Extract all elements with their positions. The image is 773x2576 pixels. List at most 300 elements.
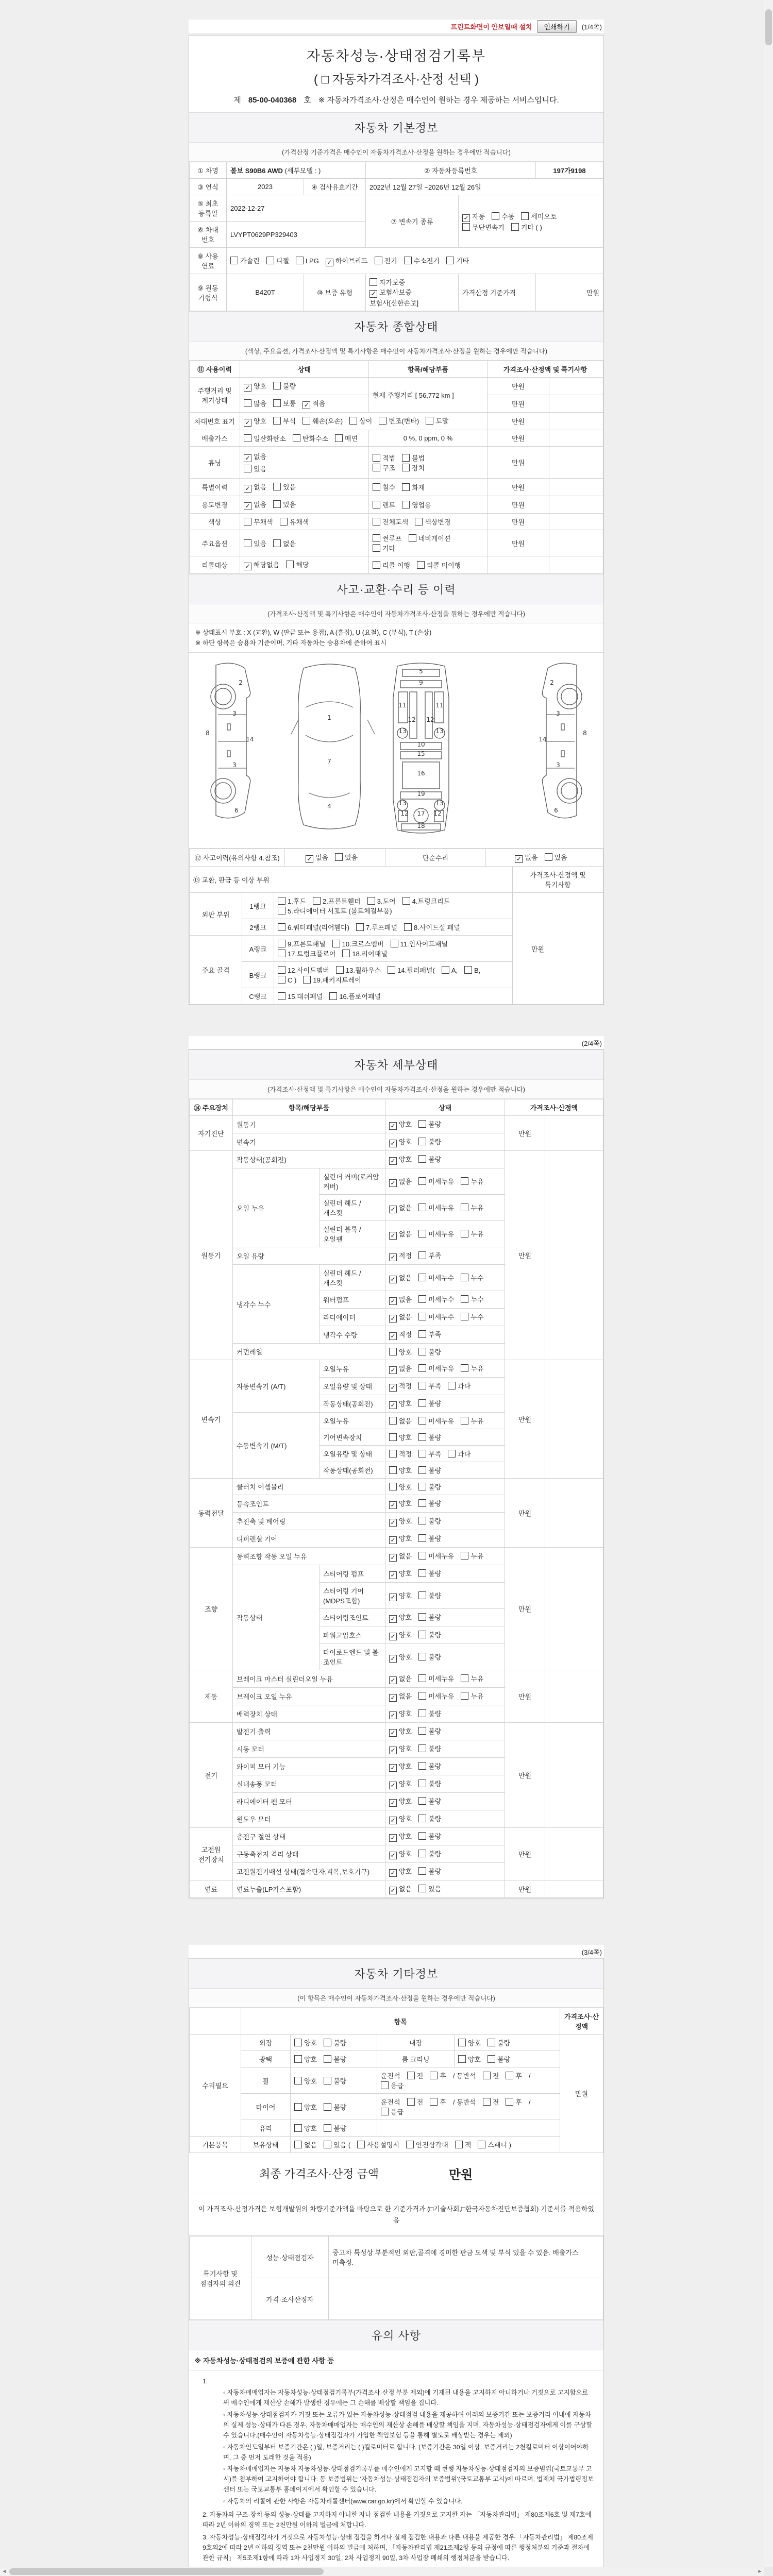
- checkbox-icon[interactable]: [389, 1417, 397, 1425]
- checkbox-option[interactable]: [389, 1516, 412, 1527]
- checkbox-icon[interactable]: [278, 897, 285, 905]
- checkbox-icon[interactable]: [244, 399, 251, 407]
- checkbox-icon[interactable]: [303, 417, 310, 425]
- checkbox-option[interactable]: [389, 1673, 412, 1684]
- checkbox-option[interactable]: [369, 277, 405, 287]
- checkbox-option[interactable]: [461, 1673, 483, 1683]
- checkbox-option[interactable]: [324, 2140, 350, 2149]
- checkbox-icon[interactable]: [324, 2103, 331, 2111]
- checkbox-icon[interactable]: [483, 2098, 491, 2106]
- checkbox-icon[interactable]: [373, 483, 380, 491]
- checkbox-option[interactable]: [488, 2054, 510, 2064]
- checkbox-icon[interactable]: [402, 501, 410, 509]
- checkbox-option[interactable]: [324, 2076, 346, 2086]
- horizontal-scrollbar-thumb[interactable]: [9, 2568, 324, 2575]
- checkbox-icon[interactable]: [379, 417, 386, 425]
- checkbox-option[interactable]: [230, 256, 260, 265]
- checkbox-checked-icon[interactable]: ✓: [244, 563, 251, 570]
- checkbox-icon[interactable]: [418, 1832, 426, 1840]
- checkbox-checked-icon[interactable]: ✓: [389, 1782, 397, 1789]
- checkbox-icon[interactable]: [418, 1797, 426, 1805]
- checkbox-icon[interactable]: [418, 1155, 426, 1163]
- checkbox-option[interactable]: [488, 2038, 510, 2047]
- checkbox-option[interactable]: [521, 211, 557, 221]
- checkbox-option[interactable]: [389, 1363, 412, 1374]
- checkbox-checked-icon[interactable]: ✓: [389, 1615, 397, 1623]
- checkbox-icon[interactable]: [418, 1417, 426, 1425]
- checkbox-option[interactable]: [273, 499, 296, 509]
- checkbox-icon[interactable]: [455, 2141, 463, 2148]
- checkbox-icon[interactable]: [407, 2098, 415, 2106]
- checkbox-icon[interactable]: [461, 1274, 468, 1281]
- checkbox-option[interactable]: [389, 1312, 412, 1323]
- checkbox-icon[interactable]: [278, 992, 285, 1000]
- checkbox-option[interactable]: [373, 482, 395, 492]
- checkbox-option[interactable]: [373, 517, 408, 527]
- checkbox-icon[interactable]: [335, 434, 343, 442]
- checkbox-icon[interactable]: [430, 2072, 438, 2079]
- checkbox-icon[interactable]: [418, 1692, 426, 1700]
- checkbox-option[interactable]: [418, 1884, 441, 1893]
- checkbox-option[interactable]: [389, 1831, 412, 1842]
- checkbox-icon[interactable]: [442, 966, 449, 974]
- checkbox-icon[interactable]: [464, 966, 472, 974]
- checkbox-option[interactable]: [244, 451, 365, 462]
- checkbox-icon[interactable]: [373, 561, 380, 569]
- checkbox-icon[interactable]: [418, 1885, 426, 1892]
- checkbox-option[interactable]: [418, 1202, 454, 1212]
- checkbox-icon[interactable]: [418, 1727, 426, 1735]
- checkbox-icon[interactable]: [389, 1433, 397, 1441]
- checkbox-option[interactable]: [418, 1416, 454, 1426]
- checkbox-checked-icon[interactable]: ✓: [389, 1536, 397, 1544]
- checkbox-option[interactable]: [356, 922, 397, 932]
- checkbox-option[interactable]: [506, 2071, 522, 2080]
- checkbox-option[interactable]: [303, 975, 361, 985]
- checkbox-checked-icon[interactable]: ✓: [326, 259, 333, 266]
- checkbox-icon[interactable]: [418, 1450, 426, 1458]
- checkbox-checked-icon[interactable]: ✓: [389, 1655, 397, 1663]
- checkbox-option[interactable]: [389, 1398, 412, 1409]
- checkbox-checked-icon[interactable]: ✓: [306, 855, 313, 863]
- checkbox-checked-icon[interactable]: ✓: [389, 1554, 397, 1562]
- checkbox-icon[interactable]: [418, 1499, 426, 1507]
- checkbox-option[interactable]: [418, 1465, 441, 1475]
- checkbox-icon[interactable]: [373, 454, 380, 462]
- checkbox-icon[interactable]: [418, 1591, 426, 1599]
- checkbox-option[interactable]: [324, 2038, 346, 2047]
- checkbox-option[interactable]: [418, 1726, 441, 1736]
- checkbox-icon[interactable]: [296, 257, 304, 264]
- checkbox-icon[interactable]: [461, 1674, 468, 1682]
- checkbox-icon[interactable]: [294, 2141, 302, 2148]
- checkbox-checked-icon[interactable]: ✓: [389, 1594, 397, 1601]
- checkbox-option[interactable]: [461, 1273, 483, 1282]
- checkbox-option[interactable]: [367, 896, 396, 906]
- checkbox-option[interactable]: [418, 1590, 441, 1600]
- checkbox-option[interactable]: [381, 2107, 404, 2116]
- checkbox-checked-icon[interactable]: ✓: [389, 1206, 397, 1213]
- checkbox-option[interactable]: [389, 1612, 412, 1623]
- checkbox-option[interactable]: [373, 533, 402, 543]
- checkbox-checked-icon[interactable]: ✓: [389, 1501, 397, 1509]
- checkbox-option[interactable]: [448, 1381, 470, 1391]
- checkbox-option[interactable]: [418, 1533, 441, 1543]
- checkbox-option[interactable]: [266, 256, 289, 265]
- checkbox-option[interactable]: [389, 1154, 412, 1165]
- checkbox-checked-icon[interactable]: ✓: [389, 1157, 397, 1165]
- checkbox-icon[interactable]: [461, 1313, 468, 1320]
- checkbox-checked-icon[interactable]: ✓: [389, 1384, 397, 1392]
- checkbox-option[interactable]: [389, 1761, 412, 1772]
- checkbox-option[interactable]: [426, 416, 448, 426]
- checkbox-option[interactable]: [418, 1498, 441, 1508]
- checkbox-option[interactable]: [375, 256, 397, 265]
- checkbox-option[interactable]: [294, 2123, 317, 2133]
- checkbox-option[interactable]: [286, 560, 309, 569]
- checkbox-option[interactable]: [506, 2097, 522, 2107]
- checkbox-option[interactable]: [418, 1796, 441, 1806]
- checkbox-option[interactable]: [389, 1465, 412, 1475]
- checkbox-checked-icon[interactable]: ✓: [389, 1676, 397, 1684]
- checkbox-icon[interactable]: [506, 2098, 513, 2106]
- checkbox-option[interactable]: [389, 1533, 412, 1544]
- checkbox-icon[interactable]: [278, 923, 285, 931]
- checkbox-checked-icon[interactable]: ✓: [389, 1332, 397, 1340]
- checkbox-icon[interactable]: [391, 940, 398, 947]
- checkbox-checked-icon[interactable]: ✓: [389, 1817, 397, 1824]
- checkbox-icon[interactable]: [418, 1138, 426, 1145]
- checkbox-option[interactable]: [418, 1273, 454, 1282]
- checkbox-option[interactable]: [294, 2038, 317, 2047]
- checkbox-icon[interactable]: [409, 534, 416, 542]
- checkbox-option[interactable]: [306, 852, 328, 863]
- checkbox-option[interactable]: [273, 416, 296, 426]
- checkbox-option[interactable]: [407, 2071, 424, 2080]
- checkbox-option[interactable]: [379, 416, 419, 426]
- checkbox-option[interactable]: [389, 1137, 412, 1147]
- checkbox-option[interactable]: [294, 2102, 317, 2112]
- checkbox-option[interactable]: [389, 1449, 412, 1459]
- checkbox-icon[interactable]: [324, 2141, 331, 2148]
- checkbox-checked-icon[interactable]: ✓: [244, 485, 251, 493]
- checkbox-option[interactable]: [418, 1673, 454, 1683]
- checkbox-icon[interactable]: [418, 1867, 426, 1875]
- checkbox-option[interactable]: [418, 1691, 454, 1701]
- checkbox-icon[interactable]: [418, 1815, 426, 1822]
- checkbox-option[interactable]: [335, 852, 358, 862]
- checkbox-option[interactable]: [389, 1482, 412, 1492]
- checkbox-checked-icon[interactable]: ✓: [389, 1633, 397, 1640]
- checkbox-option[interactable]: [418, 1154, 441, 1164]
- checkbox-option[interactable]: [402, 482, 425, 492]
- checkbox-option[interactable]: [278, 939, 326, 948]
- checkbox-icon[interactable]: [375, 257, 382, 264]
- checkbox-option[interactable]: [418, 1630, 441, 1639]
- checkbox-icon[interactable]: [418, 1552, 426, 1560]
- checkbox-option[interactable]: [329, 991, 381, 1001]
- checkbox-icon[interactable]: [335, 853, 343, 861]
- checkbox-checked-icon[interactable]: ✓: [389, 1834, 397, 1842]
- checkbox-option[interactable]: [418, 1652, 441, 1662]
- checkbox-option[interactable]: [244, 499, 266, 510]
- checkbox-option[interactable]: [389, 1743, 412, 1754]
- checkbox-option[interactable]: [515, 852, 537, 863]
- checkbox-option[interactable]: [448, 1449, 470, 1459]
- checkbox-icon[interactable]: [278, 907, 285, 914]
- checkbox-option[interactable]: [430, 2097, 446, 2107]
- checkbox-icon[interactable]: [418, 1230, 426, 1238]
- checkbox-checked-icon[interactable]: ✓: [389, 1253, 397, 1261]
- checkbox-option[interactable]: [478, 2140, 511, 2149]
- checkbox-option[interactable]: [303, 398, 325, 409]
- checkbox-option[interactable]: [389, 1273, 412, 1283]
- checkbox-checked-icon[interactable]: ✓: [244, 454, 251, 462]
- checkbox-option[interactable]: [389, 1294, 412, 1305]
- checkbox-icon[interactable]: [402, 897, 410, 905]
- checkbox-option[interactable]: [349, 416, 372, 426]
- checkbox-option[interactable]: [391, 939, 448, 948]
- checkbox-icon[interactable]: [461, 1692, 468, 1700]
- checkbox-checked-icon[interactable]: ✓: [389, 1729, 397, 1737]
- checkbox-icon[interactable]: [389, 1483, 397, 1490]
- checkbox-icon[interactable]: [418, 1433, 426, 1441]
- checkbox-option[interactable]: [244, 517, 273, 527]
- checkbox-option[interactable]: [461, 1691, 483, 1701]
- checkbox-option[interactable]: [244, 416, 266, 427]
- checkbox-icon[interactable]: [273, 417, 281, 425]
- checkbox-icon[interactable]: [418, 1613, 426, 1621]
- checkbox-option[interactable]: [418, 1398, 441, 1408]
- checkbox-option[interactable]: [511, 222, 542, 232]
- checkbox-icon[interactable]: [545, 853, 552, 861]
- checkbox-option[interactable]: [389, 1652, 412, 1663]
- checkbox-checked-icon[interactable]: ✓: [244, 419, 251, 427]
- checkbox-option[interactable]: [442, 966, 458, 974]
- checkbox-option[interactable]: [418, 1516, 441, 1526]
- checkbox-option[interactable]: [389, 1250, 412, 1261]
- checkbox-option[interactable]: [461, 1202, 483, 1212]
- checkbox-checked-icon[interactable]: ✓: [244, 502, 251, 510]
- checkbox-option[interactable]: [402, 463, 425, 472]
- checkbox-option[interactable]: [373, 463, 395, 472]
- checkbox-icon[interactable]: [273, 500, 281, 508]
- checkbox-option[interactable]: [389, 1119, 412, 1130]
- checkbox-icon[interactable]: [418, 1348, 426, 1355]
- checkbox-option[interactable]: [462, 222, 505, 232]
- checkbox-option[interactable]: [389, 1849, 412, 1859]
- checkbox-checked-icon[interactable]: ✓: [389, 1764, 397, 1772]
- checkbox-option[interactable]: [461, 1229, 483, 1239]
- checkbox-icon[interactable]: [521, 212, 529, 220]
- checkbox-icon[interactable]: [294, 2103, 302, 2111]
- checkbox-icon[interactable]: [273, 399, 281, 407]
- checkbox-option[interactable]: [461, 1176, 483, 1186]
- checkbox-icon[interactable]: [369, 278, 377, 286]
- print-button[interactable]: 인쇄하기: [537, 20, 576, 33]
- checkbox-option[interactable]: [406, 2140, 448, 2149]
- checkbox-option[interactable]: [402, 896, 450, 906]
- checkbox-icon[interactable]: [373, 534, 380, 542]
- checkbox-checked-icon[interactable]: ✓: [389, 1179, 397, 1187]
- checkbox-option[interactable]: [418, 1250, 441, 1260]
- checkbox-checked-icon[interactable]: ✓: [389, 1276, 397, 1283]
- checkbox-icon[interactable]: [324, 2055, 331, 2063]
- checkbox-option[interactable]: [388, 965, 435, 975]
- checkbox-icon[interactable]: [461, 1417, 468, 1425]
- checkbox-option[interactable]: [389, 1691, 412, 1702]
- checkbox-option[interactable]: [294, 2140, 317, 2149]
- checkbox-option[interactable]: [404, 922, 460, 932]
- checkbox-icon[interactable]: [336, 966, 344, 974]
- checkbox-option[interactable]: [492, 211, 514, 221]
- checkbox-option[interactable]: [418, 1176, 454, 1186]
- checkbox-option[interactable]: [273, 482, 296, 492]
- checkbox-icon[interactable]: [511, 223, 519, 231]
- checkbox-icon[interactable]: [280, 518, 288, 526]
- checkbox-icon[interactable]: [418, 1120, 426, 1128]
- checkbox-option[interactable]: [244, 433, 286, 443]
- checkbox-icon[interactable]: [373, 518, 380, 526]
- checkbox-icon[interactable]: [294, 2077, 302, 2084]
- checkbox-option[interactable]: [332, 939, 384, 948]
- checkbox-option[interactable]: [418, 1743, 441, 1753]
- checkbox-icon[interactable]: [418, 1569, 426, 1577]
- checkbox-option[interactable]: [326, 256, 368, 266]
- checkbox-option[interactable]: [461, 1294, 483, 1304]
- checkbox-icon[interactable]: [458, 2039, 466, 2046]
- checkbox-option[interactable]: [418, 1612, 441, 1622]
- checkbox-option[interactable]: [418, 1432, 441, 1442]
- checkbox-icon[interactable]: [418, 1295, 426, 1303]
- checkbox-icon[interactable]: [286, 561, 294, 568]
- checkbox-option[interactable]: [389, 1814, 412, 1824]
- checkbox-option[interactable]: [244, 560, 279, 570]
- checkbox-icon[interactable]: [244, 539, 251, 547]
- checkbox-option[interactable]: [278, 922, 349, 932]
- checkbox-option[interactable]: [389, 1347, 412, 1357]
- checkbox-icon[interactable]: [461, 1230, 468, 1238]
- checkbox-icon[interactable]: [418, 1382, 426, 1389]
- checkbox-option[interactable]: [418, 1294, 454, 1304]
- checkbox-option[interactable]: [409, 533, 451, 543]
- checkbox-icon[interactable]: [381, 2081, 389, 2089]
- checkbox-option[interactable]: [389, 1726, 412, 1737]
- checkbox-icon[interactable]: [389, 1348, 397, 1355]
- horizontal-scrollbar[interactable]: [0, 2567, 773, 2576]
- checkbox-icon[interactable]: [313, 897, 321, 905]
- checkbox-option[interactable]: [273, 381, 296, 391]
- checkbox-icon[interactable]: [349, 417, 357, 425]
- checkbox-icon[interactable]: [418, 1330, 426, 1338]
- checkbox-option[interactable]: [418, 1849, 441, 1858]
- checkbox-icon[interactable]: [230, 257, 238, 264]
- checkbox-icon[interactable]: [506, 2072, 513, 2079]
- checkbox-icon[interactable]: [324, 2077, 331, 2084]
- checkbox-option[interactable]: [418, 1551, 454, 1561]
- checkbox-option[interactable]: [244, 482, 266, 493]
- checkbox-icon[interactable]: [381, 2108, 389, 2115]
- checkbox-icon[interactable]: [418, 1313, 426, 1320]
- checkbox-icon[interactable]: [357, 2141, 365, 2148]
- checkbox-icon[interactable]: [461, 1204, 468, 1211]
- checkbox-option[interactable]: [389, 1796, 412, 1807]
- checkbox-checked-icon[interactable]: ✓: [389, 1711, 397, 1719]
- checkbox-icon[interactable]: [461, 1364, 468, 1372]
- checkbox-option[interactable]: [483, 2097, 499, 2107]
- checkbox-option[interactable]: [418, 1866, 441, 1876]
- checkbox-icon[interactable]: [418, 1364, 426, 1372]
- checkbox-option[interactable]: [244, 381, 266, 392]
- checkbox-icon[interactable]: [461, 1295, 468, 1303]
- checkbox-icon[interactable]: [418, 1274, 426, 1281]
- checkbox-option[interactable]: [280, 517, 309, 527]
- checkbox-checked-icon[interactable]: ✓: [303, 401, 310, 409]
- checkbox-option[interactable]: [418, 1329, 441, 1339]
- checkbox-option[interactable]: [244, 398, 266, 408]
- checkbox-icon[interactable]: [483, 2072, 491, 2079]
- checkbox-icon[interactable]: [389, 1466, 397, 1474]
- checkbox-icon[interactable]: [418, 1674, 426, 1682]
- checkbox-option[interactable]: [389, 1329, 412, 1340]
- checkbox-option[interactable]: [389, 1884, 412, 1894]
- checkbox-option[interactable]: [418, 1363, 454, 1373]
- scroll-right-arrow-icon[interactable]: ►: [755, 2567, 764, 2576]
- checkbox-option[interactable]: [389, 1568, 412, 1579]
- checkbox-icon[interactable]: [324, 2039, 331, 2046]
- checkbox-option[interactable]: [294, 2076, 317, 2086]
- checkbox-icon[interactable]: [478, 2141, 485, 2148]
- checkbox-option[interactable]: [293, 433, 328, 443]
- checkbox-option[interactable]: [389, 1229, 412, 1240]
- checkbox-icon[interactable]: [273, 539, 281, 547]
- checkbox-icon[interactable]: [278, 950, 285, 957]
- checkbox-icon[interactable]: [418, 1177, 426, 1185]
- checkbox-option[interactable]: [389, 1498, 412, 1509]
- checkbox-icon[interactable]: [418, 1466, 426, 1474]
- checkbox-option[interactable]: [369, 287, 412, 298]
- checkbox-option[interactable]: [461, 1551, 483, 1561]
- checkbox-icon[interactable]: [418, 1483, 426, 1490]
- checkbox-icon[interactable]: [373, 501, 380, 509]
- checkbox-icon[interactable]: [244, 518, 251, 526]
- checkbox-icon[interactable]: [418, 1744, 426, 1752]
- checkbox-icon[interactable]: [294, 2039, 302, 2046]
- checkbox-icon[interactable]: [418, 1517, 426, 1524]
- checkbox-option[interactable]: [430, 2071, 446, 2080]
- checkbox-option[interactable]: [373, 543, 395, 553]
- checkbox-option[interactable]: [464, 966, 480, 974]
- checkbox-option[interactable]: [389, 1708, 412, 1719]
- checkbox-checked-icon[interactable]: ✓: [389, 1366, 397, 1374]
- checkbox-option[interactable]: [545, 852, 567, 862]
- checkbox-icon[interactable]: [418, 1709, 426, 1717]
- checkbox-icon[interactable]: [342, 950, 350, 957]
- checkbox-option[interactable]: [389, 1432, 412, 1442]
- checkbox-option[interactable]: [418, 1708, 441, 1718]
- checkbox-option[interactable]: [418, 1482, 441, 1492]
- checkbox-checked-icon[interactable]: ✓: [389, 1571, 397, 1579]
- checkbox-checked-icon[interactable]: ✓: [369, 290, 377, 298]
- checkbox-option[interactable]: [389, 1551, 412, 1562]
- checkbox-checked-icon[interactable]: ✓: [389, 1694, 397, 1702]
- checkbox-icon[interactable]: [294, 2055, 302, 2063]
- checkbox-icon[interactable]: [461, 1552, 468, 1560]
- checkbox-icon[interactable]: [273, 483, 281, 490]
- vertical-scrollbar[interactable]: [764, 0, 773, 2567]
- checkbox-option[interactable]: [418, 1312, 454, 1321]
- checkbox-checked-icon[interactable]: ✓: [389, 1869, 397, 1877]
